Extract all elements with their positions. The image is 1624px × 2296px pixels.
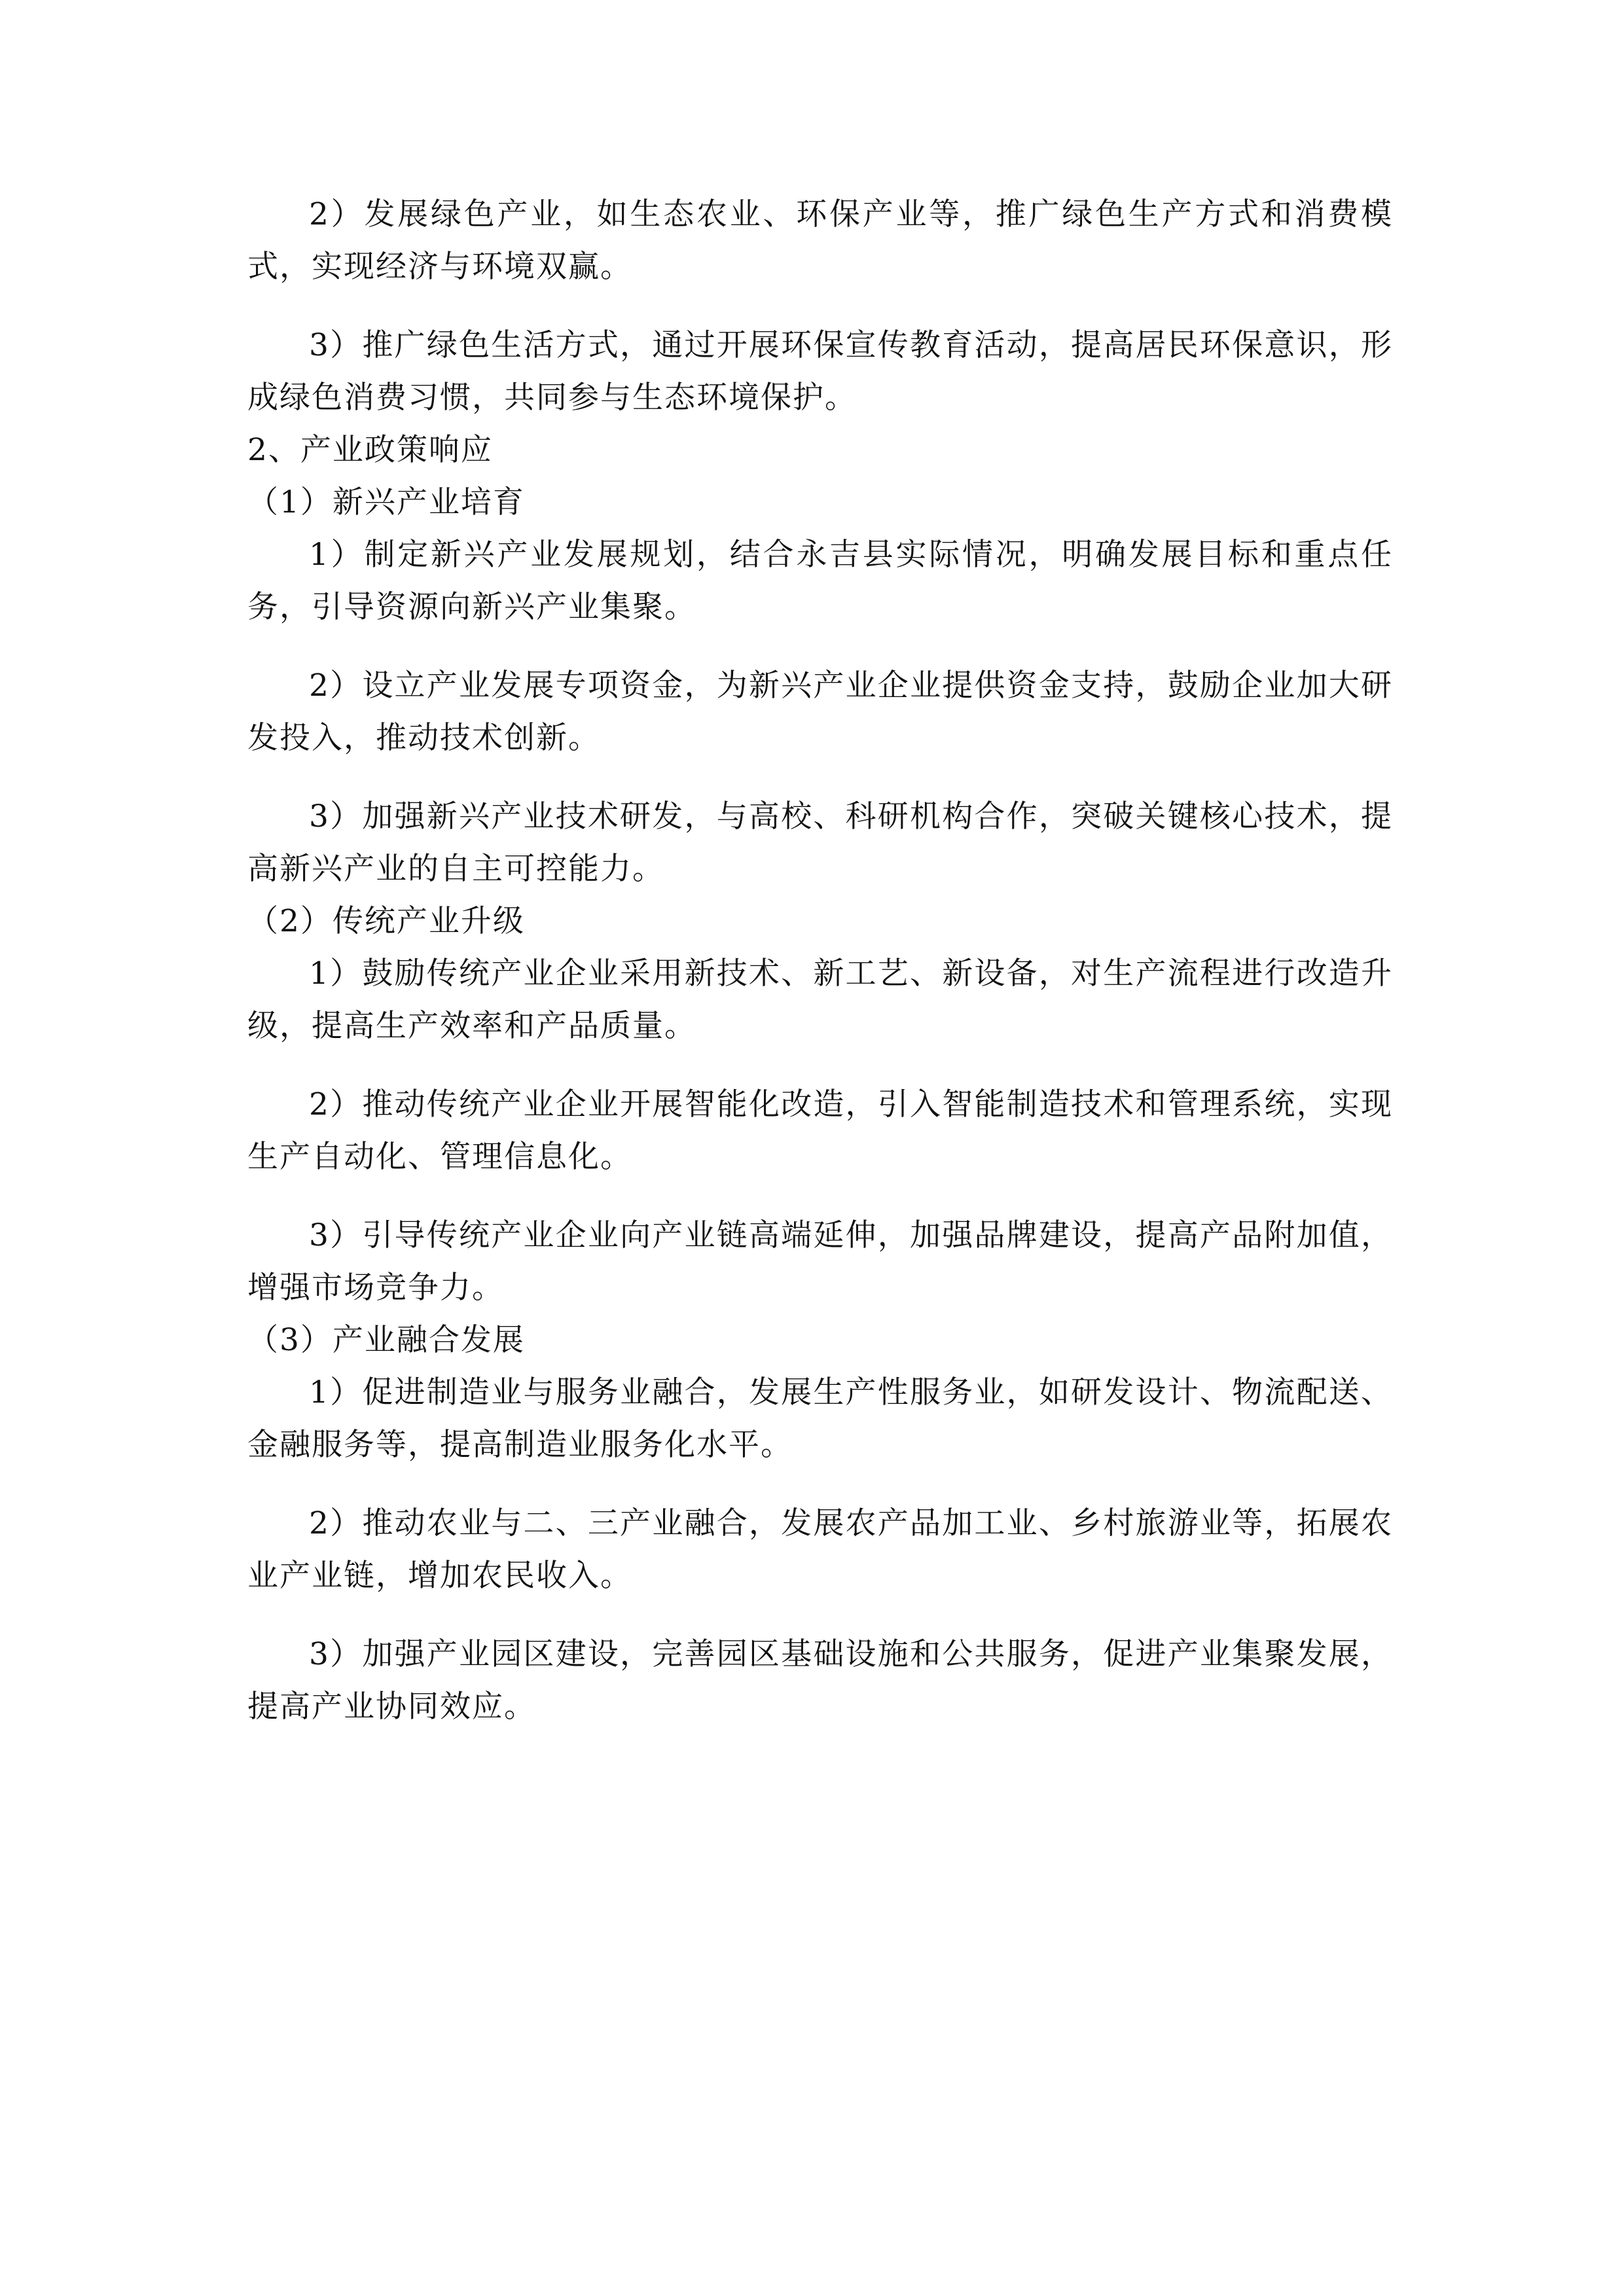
paragraph-green-industry: 2）发展绿色产业，如生态农业、环保产业等，推广绿色生产方式和消费模式，实现经济与环境双赢。 xyxy=(247,196,1393,285)
subsection-heading-emerging-industry: （1）新兴产业培育 xyxy=(247,484,525,520)
paragraph-emerging-rnd: 3）加强新兴产业技术研发，与高校、科研机构合作，突破关键核心技术，提高新兴产业的自主可控能力。 xyxy=(247,798,1393,887)
paragraph-emerging-plan: 1）制定新兴产业发展规划，结合永吉县实际情况，明确发展目标和重点任务，引导资源向新兴产业集聚。 xyxy=(247,537,1393,625)
paragraph-emerging-fund: 2）设立产业发展专项资金，为新兴产业企业提供资金支持，鼓励企业加大研发投入，推动技术创新。 xyxy=(247,668,1393,756)
paragraph-traditional-tech: 1）鼓励传统产业企业采用新技术、新工艺、新设备，对生产流程进行改造升级，提高生产效率和产品质量。 xyxy=(247,956,1393,1044)
paragraph-fusion-manufacturing: 1）促进制造业与服务业融合，发展生产性服务业，如研发设计、物流配送、金融服务等，提高制造业服务化水平。 xyxy=(247,1374,1393,1463)
subsection-heading-traditional-upgrade: （2）传统产业升级 xyxy=(247,903,525,939)
section-heading-industry-policy: 2、产业政策响应 xyxy=(247,432,493,468)
subsection-heading-industry-fusion: （3）产业融合发展 xyxy=(247,1322,525,1358)
paragraph-green-lifestyle: 3）推广绿色生活方式，通过开展环保宣传教育活动，提高居民环保意识，形成绿色消费习惯，共同参与生态环境保护。 xyxy=(247,327,1393,416)
document-body xyxy=(247,188,1393,1733)
paragraph-traditional-smart: 2）推动传统产业企业开展智能化改造，引入智能制造技术和管理系统，实现生产自动化、管理信息化。 xyxy=(247,1086,1393,1175)
paragraph-fusion-park: 3）加强产业园区建设，完善园区基础设施和公共服务，促进产业集聚发展，提高产业协同效应。 xyxy=(247,1636,1393,1725)
paragraph-fusion-agriculture: 2）推动农业与二、三产业融合，发展农产品加工业、乡村旅游业等，拓展农业产业链，增加农民收入。 xyxy=(247,1505,1393,1594)
paragraph-traditional-brand: 3）引导传统产业企业向产业链高端延伸，加强品牌建设，提高产品附加值，增强市场竞争力。 xyxy=(247,1217,1393,1306)
